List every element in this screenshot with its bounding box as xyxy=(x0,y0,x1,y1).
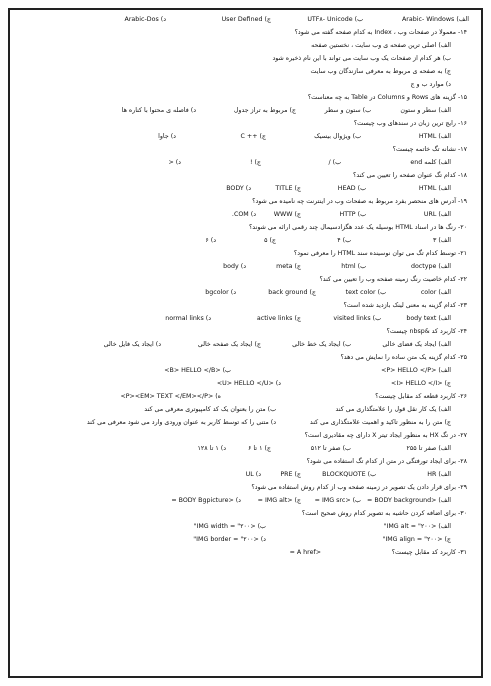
q20-options xyxy=(10,234,481,247)
option-b: ب) ویژوال بیسیک xyxy=(314,133,361,140)
option-d: د) COM. xyxy=(231,211,256,218)
q15-question xyxy=(10,91,481,104)
q14-question xyxy=(10,26,481,39)
option-b: ب) HEAD xyxy=(337,185,366,192)
question-text: ۲۱- توسط کدام تگ می توان نوسینده سند HTML را معرفی نمود؟ xyxy=(293,250,467,257)
q16-question xyxy=(10,117,481,130)
q14-option-d xyxy=(10,78,481,91)
q23-question xyxy=(10,299,481,312)
q18-options xyxy=(10,182,481,195)
question-text: ۱۶- رایج ترین زبان در سندهای وب چیست؟ xyxy=(353,120,467,127)
option-b: ب) BLOCKQUOTE xyxy=(322,471,376,478)
option-a: الف) <IMG alt = "۲۰۰" xyxy=(383,523,451,530)
option-d: د) bgcolor xyxy=(205,289,236,296)
question-text: ۲۰- رنگ ها در اسناد HTML بوسیله یک عدد هگزادسیمال چند رقمی ارائه می شوند؟ xyxy=(248,224,467,231)
option-b: ب) visited links xyxy=(333,315,381,322)
option-a: الف) doctype xyxy=(410,263,451,270)
q22-question xyxy=(10,273,481,286)
option-b: ب) ایجاد یک خط خالی xyxy=(292,341,351,348)
q14-option-a xyxy=(10,39,481,52)
option-a: الف) HR xyxy=(427,471,451,478)
q26-option-row-2 xyxy=(10,416,481,429)
question-text: ۳۱- کاربرد کد مقابل چیست؟ xyxy=(391,549,467,556)
option-d: د) body xyxy=(223,263,246,270)
option-d: د) ۱ تا ۱۲۸ xyxy=(197,445,226,452)
question-text: ۲۳- کدام گزینه به معنی لینک بازدید شده است؟ xyxy=(343,302,467,309)
question-text: ۲۲- کدام خاصیت رنگ زمینه صفحه وب را تعیین می کند؟ xyxy=(319,276,467,283)
q13-option-d: د) Arabic-Dos xyxy=(124,16,166,23)
q21-question xyxy=(10,247,481,260)
question-text: ۱۷- نشانه تگ خاتمه چیست؟ xyxy=(392,146,467,153)
question-text: ۱۹- آدرس های منحصر بفرد مربوط به صفحات وب در اینترنت چه نامیده می شود؟ xyxy=(252,198,467,205)
option-a: الف) <BODY background = xyxy=(367,497,451,504)
question-text: ۱۸- کدام تگ عنوان صفحه را تعیین می کند؟ xyxy=(353,172,467,179)
option-d: د) < xyxy=(168,159,181,166)
option-a: الف) color xyxy=(420,289,451,296)
option-c: ج) meta xyxy=(276,263,301,270)
option-d: د) <BODY Bgpicture = xyxy=(171,497,241,504)
q13-option-a: الف) Arabic- Windows xyxy=(401,16,469,23)
option-a: الف) سطر و ستون xyxy=(400,107,451,114)
q25-option-row-2 xyxy=(10,377,481,390)
option-c: ج) WWW xyxy=(273,211,301,218)
option-a: الف) <P> HELLO </P> xyxy=(381,367,451,374)
question-text: ۲۹- برای قرار دادن یک تصویر در زمینه صفحه وب از کدام روش استفاده می شود؟ xyxy=(251,484,467,491)
option-b: ب) صفر تا ۵۱۲ xyxy=(310,445,351,452)
q17-options xyxy=(10,156,481,169)
question-text: ۳۰- برای اضافه کردن حاشیه به تصویر کدام روش صحیح است؟ xyxy=(301,510,467,517)
option-b: ب) ۴ xyxy=(337,237,351,244)
question-text: ۱۴- معمولا در صفحات وب ، Index به کدام صفحه گفته می شود؟ xyxy=(294,29,467,36)
option-text: ب) هر کدام از صفحات یک وب سایت می تواند با این نام ذخیره شود xyxy=(272,55,451,62)
option-c: ج) <I> HELLO </I> xyxy=(391,380,451,387)
option-c: ج) PRE xyxy=(280,471,301,478)
q20-question xyxy=(10,221,481,234)
option-d: د) BODY xyxy=(226,185,251,192)
option-a: الف) HTML xyxy=(418,185,451,192)
q30-option-row-2 xyxy=(10,533,481,546)
question-text: ۲۸- برای ایجاد تورفتگی در متن از کدام تگ استفاده می شود؟ xyxy=(306,458,467,465)
q28-options xyxy=(10,468,481,481)
option-a: الف) صفر تا ۲۵۵ xyxy=(406,445,451,452)
option-text: ج) به صفحه ی مربوط به معرفی سازندگان وب سایت xyxy=(310,68,451,75)
q17-question xyxy=(10,143,481,156)
code-snippet: <A href = xyxy=(289,549,321,556)
question-text: ۲۵- کدام گزینه یک متن ساده را نمایش می دهد؟ xyxy=(340,354,467,361)
q15-options xyxy=(10,104,481,117)
option-b: ب) html xyxy=(341,263,366,270)
q27-options xyxy=(10,442,481,455)
option-text: د) موارد ب و ج xyxy=(410,81,451,88)
option-d: د) normal links xyxy=(165,315,211,322)
question-text: ۲۷- در تگ HX به منظور ایجاد تیتر X دارای چه مقادیری است؟ xyxy=(304,432,467,439)
q28-question xyxy=(10,455,481,468)
option-b: ب) <IMG src = xyxy=(314,497,361,504)
q24-question xyxy=(10,325,481,338)
option-b: ب) ستون و سطر xyxy=(324,107,371,114)
option-a: الف) یک کار نقل قول را علامتگذاری می کند xyxy=(335,406,451,413)
option-d: د) متنی را که توسط کاربر به عنوان ورودی وارد می شود معرفی می کند xyxy=(86,419,276,426)
option-b: ب) HTTP xyxy=(339,211,366,218)
q14-option-c xyxy=(10,65,481,78)
option-c: ج) ۱ تا ۶ xyxy=(248,445,271,452)
q31-line xyxy=(10,546,481,559)
q26-question xyxy=(10,390,481,403)
option-b: ب) <B> HELLO </B> xyxy=(164,367,231,374)
q30-question xyxy=(10,507,481,520)
option-c: ج) <IMG align = "۲۰۰" xyxy=(382,536,451,543)
option-e: ه) <P><EM> TEXT </EM></P> xyxy=(120,393,221,400)
option-a: الف) HTML xyxy=(418,133,451,140)
q25-question xyxy=(10,351,481,364)
q22-options xyxy=(10,286,481,299)
option-d: د) ۶ xyxy=(205,237,216,244)
q24-options xyxy=(10,338,481,351)
q13-option-c: ج) User Defined xyxy=(221,16,271,23)
q29-question xyxy=(10,481,481,494)
option-b: ب) <IMG width = "۲۰۰" xyxy=(193,523,266,530)
q21-options xyxy=(10,260,481,273)
q13-option-b: ب) UTF۸- Unicode xyxy=(307,16,363,23)
q14-option-b xyxy=(10,52,481,65)
option-a: الف) body text xyxy=(406,315,451,322)
q19-options xyxy=(10,208,481,221)
q26-option-row-1 xyxy=(10,403,481,416)
q30-option-row-1 xyxy=(10,520,481,533)
option-c: ج) ۵ xyxy=(264,237,276,244)
q23-options xyxy=(10,312,481,325)
option-d: د) UL xyxy=(245,471,261,478)
option-a: الف) ۳ xyxy=(432,237,451,244)
option-b: ب) text color xyxy=(345,289,386,296)
option-d: د) ایجاد یک فایل خالی xyxy=(103,341,161,348)
q25-option-row-1 xyxy=(10,364,481,377)
question-text: ۲۴- کاربرد کد &nbsp چیست؟ xyxy=(386,328,467,335)
option-a: الف) ایجاد یک فضای خالی xyxy=(382,341,451,348)
option-text: الف) اصلی ترین صفحه ی وب سایت ، نخستین صفحه xyxy=(311,42,451,49)
q18-question xyxy=(10,169,481,182)
exam-page xyxy=(8,8,483,678)
q13-options xyxy=(10,13,481,26)
option-d: د) فاصله ی محتوا با کناره ها xyxy=(121,107,196,114)
question-text: ۲۶- کاربرد قطعه کد مقابل چیست؟ xyxy=(375,393,467,400)
option-c: ج) متن را به منظور تاکید و اهمیت علامتگذاری می کند xyxy=(309,419,451,426)
option-b: ب) متن را بعنوان یک کد کامپیوتری معرفی می کند xyxy=(144,406,276,413)
option-c: ج) ++ C xyxy=(240,133,266,140)
q29-options xyxy=(10,494,481,507)
q19-question xyxy=(10,195,481,208)
option-c: ج) TITLE xyxy=(275,185,301,192)
option-c: ج) ایجاد یک صفحه خالی xyxy=(197,341,261,348)
option-c: ج) back ground xyxy=(268,289,316,296)
option-c: ج) ! xyxy=(249,159,261,166)
option-d: د) <IMG border = "۲۰۰" xyxy=(193,536,266,543)
option-a: الف) URL xyxy=(423,211,451,218)
q16-options xyxy=(10,130,481,143)
option-c: ج) <IMG alt = xyxy=(257,497,301,504)
option-b: ب) / xyxy=(328,159,341,166)
option-a: الف) کلمه end xyxy=(410,159,451,166)
q27-question xyxy=(10,429,481,442)
option-c: ج) مربوط به تراز جدول xyxy=(233,107,296,114)
option-d: د) جاوا xyxy=(158,133,176,140)
option-c: ج) active links xyxy=(256,315,301,322)
option-d: د) <U> HELLO </U> xyxy=(216,380,281,387)
question-text: ۱۵- گزینه های Rows و Columns در Table به چه معناست؟ xyxy=(307,94,467,101)
